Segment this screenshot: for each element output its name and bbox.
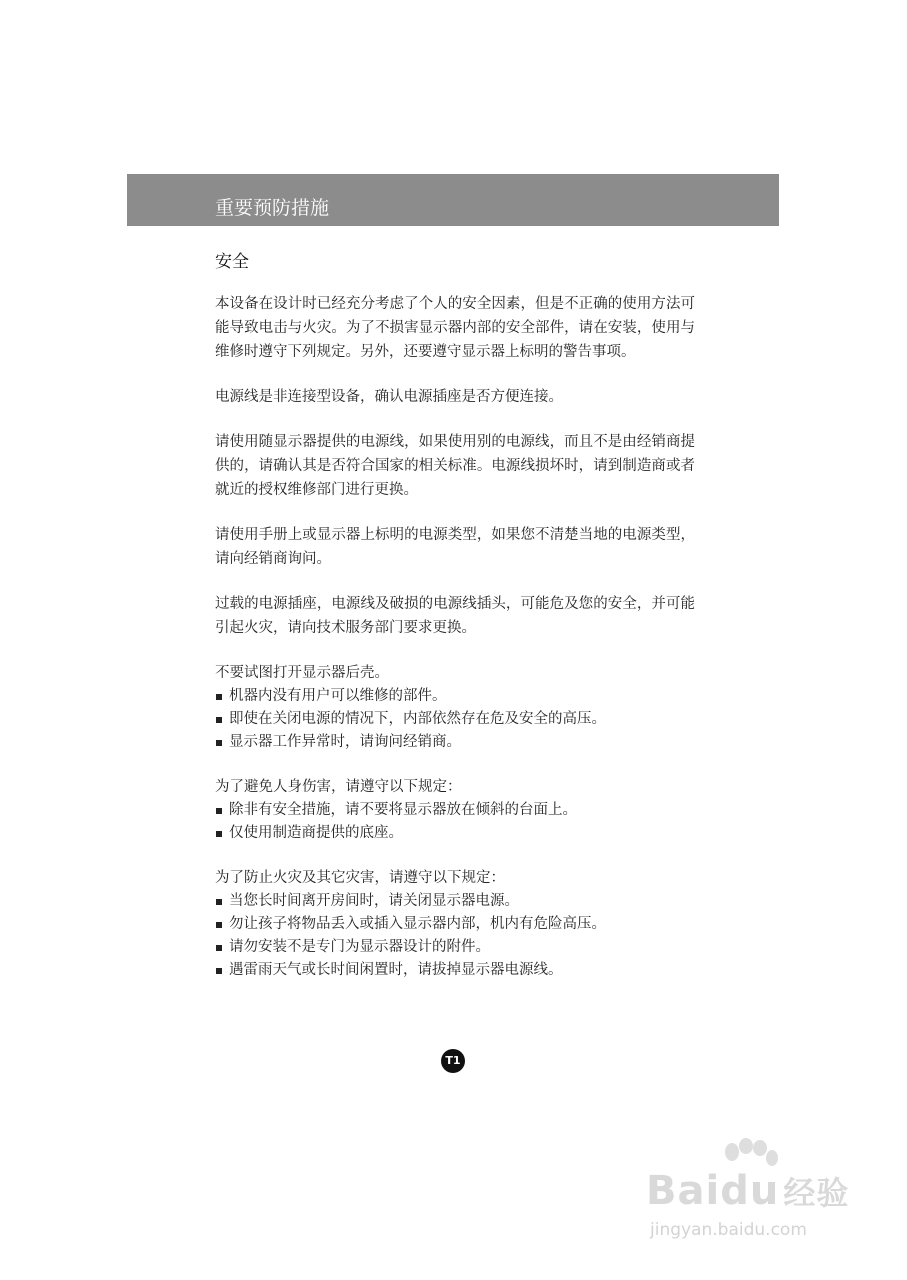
paragraph-power-cord-type: 电源线是非连接型设备，确认电源插座是否方便连接。 bbox=[215, 389, 563, 405]
watermark-brand-latin: Baidu bbox=[646, 1168, 780, 1214]
list-item: 请勿安装不是专门为显示器设计的附件。 bbox=[215, 936, 695, 959]
list-item: 即使在关闭电源的情况下，内部依然存在危及安全的高压。 bbox=[215, 708, 695, 731]
list-item: 遇雷雨天气或长时间闲置时，请拔掉显示器电源线。 bbox=[215, 959, 695, 982]
page-number-badge: T1 bbox=[441, 1049, 465, 1073]
list-item: 当您长时间离开房间时，请关闭显示器电源。 bbox=[215, 890, 695, 913]
baidu-watermark bbox=[640, 1138, 860, 1248]
group-intro-housing: 不要试图打开显示器后壳。 bbox=[215, 665, 389, 681]
paragraph-overload: 过载的电源插座，电源线及破损的电源线插头，可能危及您的安全，并可能引起火灾，请向技术服务部门要求更换。 bbox=[215, 596, 695, 636]
watermark-brand bbox=[646, 1168, 849, 1214]
section-title: 安全 bbox=[215, 252, 249, 272]
watermark-url: jingyan.baidu.com bbox=[650, 1220, 807, 1240]
content-body bbox=[215, 292, 695, 1003]
list-injury bbox=[215, 799, 695, 845]
list-item: 除非有安全措施，请不要将显示器放在倾斜的台面上。 bbox=[215, 799, 695, 822]
list-item: 机器内没有用户可以维修的部件。 bbox=[215, 685, 695, 708]
list-item: 仅使用制造商提供的底座。 bbox=[215, 822, 695, 845]
watermark-brand-cn: 经验 bbox=[783, 1174, 850, 1212]
header-bar bbox=[127, 174, 779, 226]
paragraph-intro: 本设备在设计时已经充分考虑了个人的安全因素，但是不正确的使用方法可能导致电击与火灾。为了不损害显示器内部的安全部件，请在安装，使用与维修时遵守下列规定。另外，还要遵守显示器上标明的警告事项。 bbox=[215, 296, 695, 360]
list-item: 显示器工作异常时，请询问经销商。 bbox=[215, 731, 695, 754]
group-intro-fire: 为了防止火灾及其它灾害，请遵守以下规定： bbox=[215, 870, 505, 886]
page-title: 重要预防措施 bbox=[215, 197, 330, 219]
paragraph-power-cord-supplied: 请使用随显示器提供的电源线，如果使用别的电源线，而且不是由经销商提供的，请确认其是否符合国家的相关标准。电源线损坏时，请到制造商或者就近的授权维修部门进行更换。 bbox=[215, 434, 695, 498]
group-intro-injury: 为了避免人身伤害，请遵守以下规定： bbox=[215, 779, 462, 795]
list-item: 勿让孩子将物品丢入或插入显示器内部，机内有危险高压。 bbox=[215, 913, 695, 936]
list-fire bbox=[215, 890, 695, 982]
list-housing bbox=[215, 685, 695, 754]
paragraph-power-type: 请使用手册上或显示器上标明的电源类型，如果您不清楚当地的电源类型，请向经销商询问。 bbox=[215, 527, 695, 567]
